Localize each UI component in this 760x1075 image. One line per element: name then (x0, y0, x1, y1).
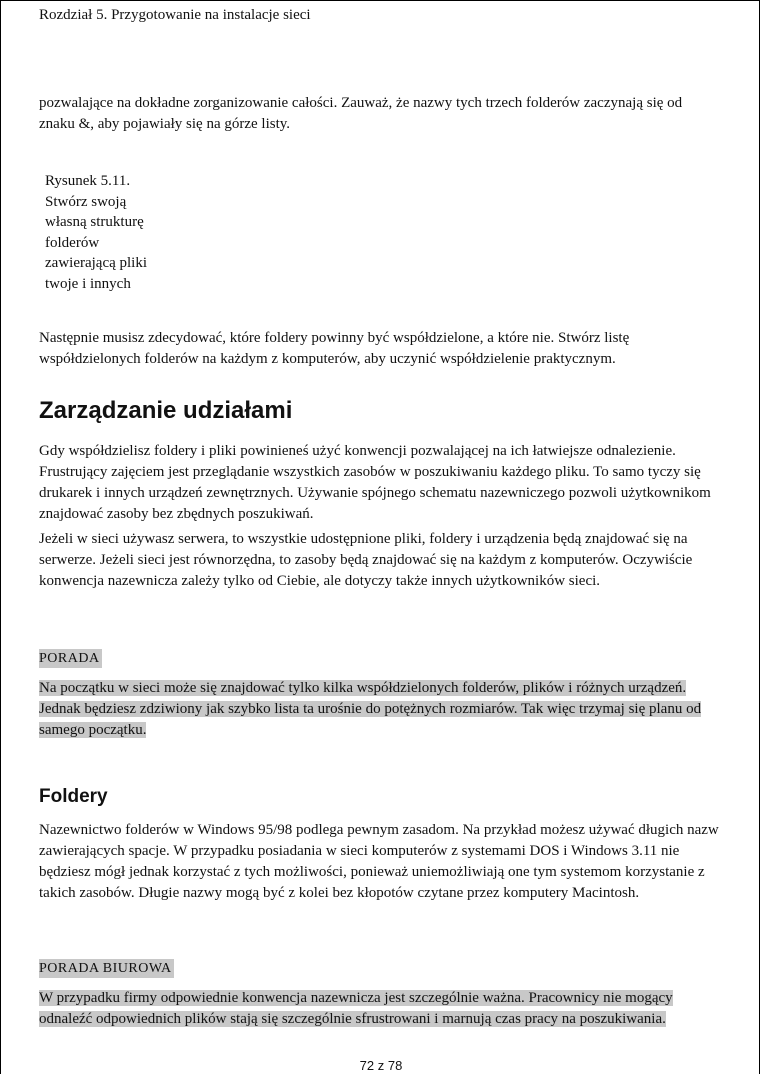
chapter-header: Rozdział 5. Przygotowanie na instalacje sieci (39, 7, 311, 23)
page-number: 72 z 78 (359, 1058, 403, 1073)
caption-line: zawierającą pliki (45, 255, 148, 271)
caption-line: Rysunek 5.11. (45, 173, 131, 189)
paragraph-after-figure: Następnie musisz zdecydować, które foldery powinny być współdzielone, a które nie. Stwórz listę współdzielonych folderów na każdym z komputerów, aby uczynić współdzielenie praktycznym. (39, 330, 630, 367)
section-paragraph: Jeżeli w sieci używasz serwera, to wszystkie udostępnione pliki, foldery i urządzenia będą znajdować się na serwerze. Jeżeli sieci jest równorzędna, to zasoby będą znajdować się na każdym z komputerów. Oczywiście konwencja nazewnicza zależy tylko od Ciebie, ale dotyczy także innych użytkowników sieci. (39, 531, 693, 589)
section-title: Zarządzanie udziałami (39, 397, 293, 424)
figure-caption (45, 171, 175, 294)
tip-text: Na początku w sieci może się znajdować tylko kilka współdzielonych folderów, plików i różnych urządzeń. Jednak będziesz zdziwiony jak szybko lista ta urośnie do potężnych rozmiarów. Tak więc trzymaj się planu od samego początku. (39, 680, 702, 738)
subsection-title: Foldery (39, 786, 108, 807)
office-tip-body (39, 988, 719, 1030)
section-paragraph: Gdy współdzielisz foldery i pliki powinieneś użyć konwencji pozwalającej na ich łatwiejsze odnalezienie. Frustrujący zajęciem jest przeglądanie wszystkich zasobów w poszukiwaniu każdego pliku. To samo tyczy się drukarek i innych urządzeń zewnętrznych. Używanie spójnego schematu nazewniczego pozwoli użytkownikom znajdować zasoby bez zbędnych poszukiwań. (39, 443, 711, 522)
intro-paragraph: pozwalające na dokładne zorganizowanie całości. Zauważ, że nazwy tych trzech folderów zaczynają się od znaku &, aby pojawiały się na górze listy. (39, 95, 683, 132)
tip-label: PORADA (39, 651, 100, 666)
caption-line: Stwórz swoją (45, 193, 127, 210)
tip-body (39, 678, 719, 741)
office-tip-label: PORADA BIUROWA (39, 961, 172, 976)
caption-line: folderów (45, 234, 100, 251)
caption-line: własną strukturę (45, 214, 144, 230)
office-tip-text: W przypadku firmy odpowiednie konwencja nazewnicza jest szczególnie ważna. Pracownicy nie mogący odnaleźć odpowiednich plików stają się szczególnie sfrustrowani i marnują czas pracy na poszukiwania. (39, 990, 673, 1027)
subsection-paragraph: Nazewnictwo folderów w Windows 95/98 podlega pewnym zasadom. Na przykład możesz używać długich nazw zawierających spacje. W przypadku posiadania w sieci komputerów z systemami DOS i Windows 3.11 nie będziesz mógł jednak korzystać z tych możliwości, ponieważ uniemożliwiają one tym systemom korzystanie z takich zasobów. Długie nazwy mogą być z kolei bez kłopotów czytane przez komputery Macintosh. (39, 822, 719, 901)
caption-line: twoje i innych (45, 275, 131, 292)
